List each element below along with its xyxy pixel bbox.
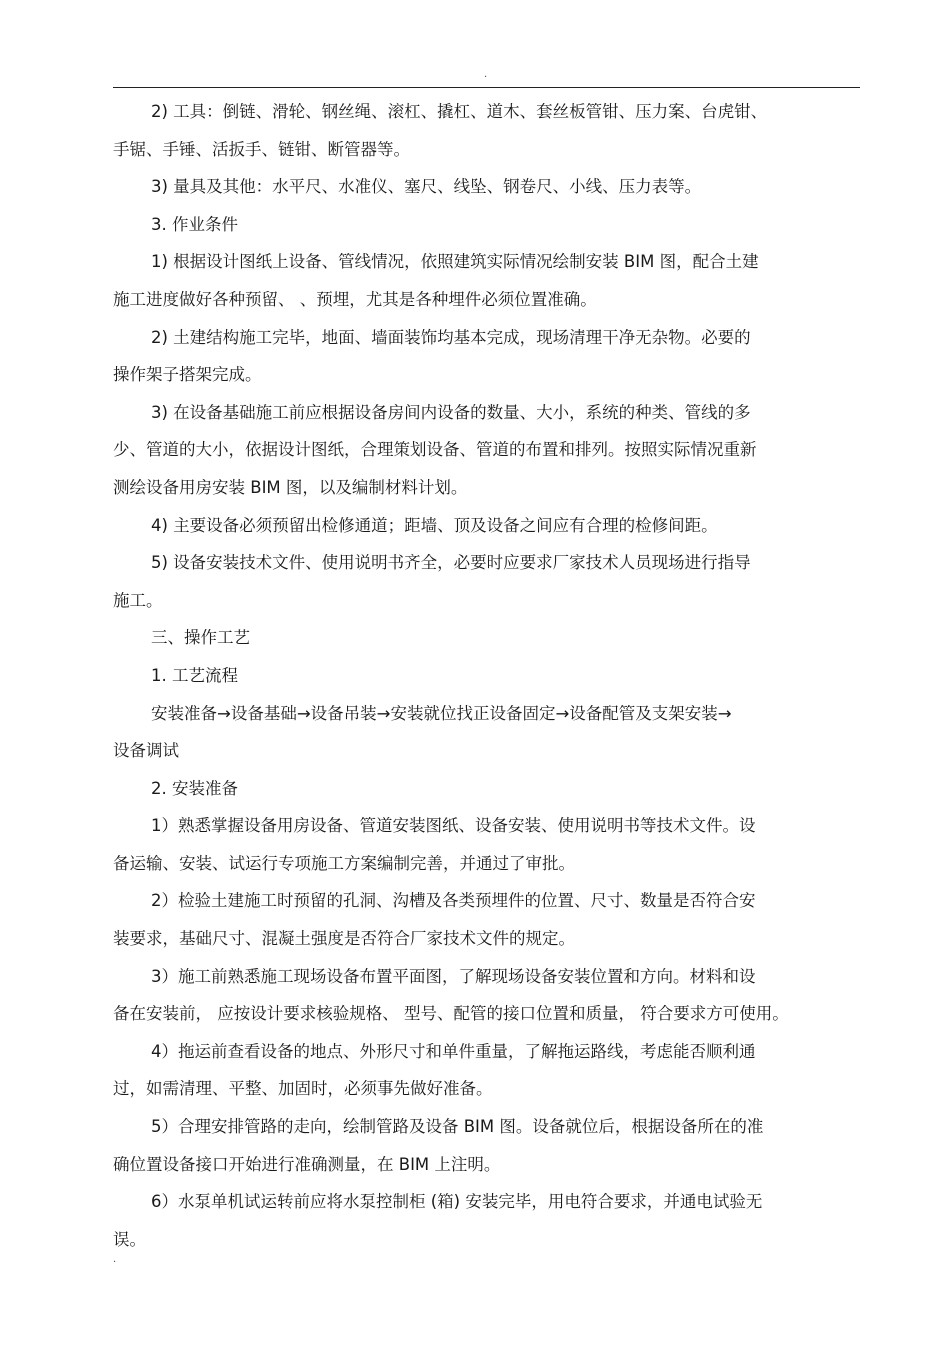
text-line: 2) 工具：倒链、滑轮、钢丝绳、滚杠、撬杠、道木、套丝板管钳、压力案、台虎钳、: [151, 102, 768, 121]
text-line: 设备调试: [113, 741, 179, 761]
text-line: 5) 设备安装技术文件、使用说明书齐全，必要时应要求厂家技术人员现场进行指导: [151, 553, 751, 573]
text-line: 3) 在设备基础施工前应根据设备房间内设备的数量、大小，系统的种类、管线的多: [151, 402, 751, 422]
text-line: 5）合理安排管路的走向，绘制管路及设备 BIM 图。设备就位后，根据设备所在的准: [151, 1117, 764, 1137]
text-line: 备运输、安装、试运行专项施工方案编制完善，并通过了审批。: [113, 853, 575, 873]
text-line: 手锯、手锤、活扳手、链钳、断管器等。: [113, 139, 410, 159]
text-line: 安装准备→设备基础→设备吊装→安装就位找正设备固定→设备配管及支架安装→: [151, 703, 732, 723]
text-line: 少、管道的大小，依据设计图纸，合理策划设备、管道的布置和排列。按照实际情况重新: [113, 440, 757, 460]
footer-mark: .: [113, 1254, 117, 1265]
text-line: 2. 安装准备: [151, 778, 238, 798]
text-line: 施工进度做好各种预留、 、预埋，尤其是各种埋件必须位置准确。: [113, 289, 597, 309]
text-line: 1. 工艺流程: [151, 665, 238, 685]
text-line: 4）拖运前查看设备的地点、外形尺寸和单件重量，了解拖运路线，考虑能否顺利通: [151, 1041, 756, 1061]
text-line: 4) 主要设备必须预留出检修通道；距墙、顶及设备之间应有合理的检修间距。: [151, 515, 718, 535]
text-line: 误。: [113, 1229, 146, 1249]
text-line: 过，如需清理、平整、加固时，必须事先做好准备。: [113, 1079, 493, 1099]
text-line: 操作架子搭架完成。: [113, 365, 262, 385]
text-line: 6）水泵单机试运转前应将水泵控制柜 (箱) 安装完毕，用电符合要求，并通电试验无: [151, 1192, 763, 1212]
text-line: 3. 作业条件: [151, 214, 238, 234]
text-line: 确位置设备接口开始进行准确测量，在 BIM 上注明。: [113, 1154, 501, 1174]
text-line: 2）检验土建施工时预留的孔洞、沟槽及各类预埋件的位置、尺寸、数量是否符合安: [151, 891, 756, 911]
text-line: 装要求，基础尺寸、混凝土强度是否符合厂家技术文件的规定。: [113, 929, 575, 949]
text-line: 1）熟悉掌握设备用房设备、管道安装图纸、设备安装、使用说明书等技术文件。设: [151, 816, 756, 836]
text-line: 3) 量具及其他：水平尺、水准仪、塞尺、线坠、钢卷尺、小线、压力表等。: [151, 177, 702, 197]
text-line: 2) 土建结构施工完毕，地面、墙面装饰均基本完成，现场清理干净无杂物。必要的: [151, 327, 751, 347]
header-rule: [113, 87, 860, 88]
text-line: 施工。: [113, 590, 163, 610]
text-line: 备在安装前， 应按设计要求核验规格、 型号、配管的接口位置和质量， 符合要求方可使用。: [113, 1004, 789, 1024]
text-line: 三、操作工艺: [151, 628, 250, 648]
document-body: [113, 93, 863, 1258]
header-mark: .: [484, 69, 488, 80]
text-line: 3）施工前熟悉施工现场设备布置平面图，了解现场设备安装位置和方向。材料和设: [151, 966, 756, 986]
text-line: 测绘设备用房安装 BIM 图，以及编制材料计划。: [113, 477, 468, 497]
text-line: 1) 根据设计图纸上设备、管线情况，依照建筑实际情况绘制安装 BIM 图，配合土建: [151, 252, 759, 272]
